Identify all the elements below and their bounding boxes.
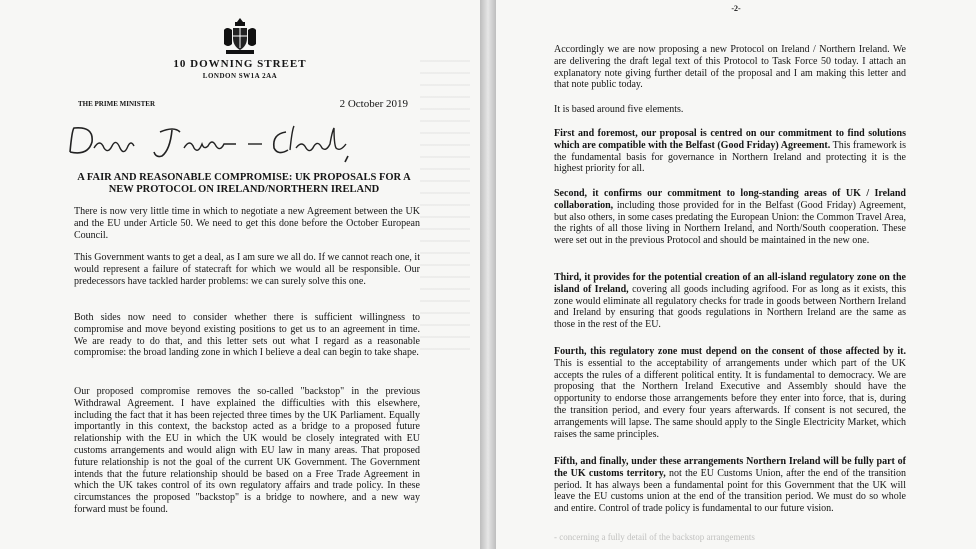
fourth-element-text: This is essential to the acceptability of arrangements under which part of the UK accepts the rules of a different political entity. It is fundamental to democracy. We are proposing that the Northern Ireland Executive and Assembly should have the opportunity to endorse those arrangements before they enter into force, that is, during the transition period, and every four years afterwards. If consent is not secured, the arrangements will lapse. The same should apply to the Single Electricity Market, which raises the same principles. <box>554 357 906 440</box>
show-through-texture <box>420 60 470 360</box>
letter-heading: A FAIR AND REASONABLE COMPROMISE: UK PROPOSALS FOR A NEW PROTOCOL ON IRELAND/NORTHERN IRELAND <box>77 172 411 195</box>
address-line-2: LONDON SW1A 2AA <box>202 72 278 80</box>
paragraph-third-element <box>554 272 906 331</box>
paragraph-five-elements: It is based around five elements. <box>554 104 684 115</box>
paragraph-2: This Government wants to get a deal, as I am sure we all do. If we cannot reach one, it would represent a failure of statecraft for which we would all be responsible. Our predecessors have tackled harder problems: we can surely solve this one. <box>74 252 420 287</box>
paragraph-first-element <box>554 128 906 175</box>
fourth-element-lead: Fourth, this regulatory zone must depend on the consent of those affected by it. <box>554 346 906 357</box>
sender-title: THE PRIME MINISTER <box>78 100 156 108</box>
third-element-lead: Third, it provides for the potential creation of an all-island regulatory zone on the island of Ireland, <box>554 272 906 295</box>
paragraph-3: Both sides now need to consider whether there is sufficient willingness to compromise and move beyond existing positions to get us to an agreement in time. We are ready to do that, and this letter sets out what I regard as a reasonable compromise: the broad landing zone in which I believe a deal can begin to take shape. <box>74 312 420 359</box>
page-number: -2- <box>731 4 741 13</box>
second-element-text: including those provided for in the Belfast (Good Friday) Agreement, but also others, in some cases predating the European Union: the Common Travel Area, the rights of all those living in Northern Ireland, and North/South cooperation. These were set out in the previous Protocol and should be maintained in the new one. <box>554 199 906 247</box>
paragraph-fourth-element <box>554 346 906 440</box>
first-element-lead: First and foremost, our proposal is centred on our commitment to find solutions which are compatible with the Belfast (Good Friday) Agreement. <box>554 128 906 151</box>
address-line-1: 10 DOWNING STREET <box>173 58 307 70</box>
letter-page-1 <box>0 0 480 549</box>
third-element-text: covering all goods including agrifood. For as long as it exists, this zone would eliminate all regulatory checks for trade in goods between Northern Ireland and Ireland by ensuring that goods regulations in Northern Ireland are the same as those in the rest of the EU. <box>554 283 906 331</box>
page-gutter <box>480 0 496 549</box>
fifth-element-lead: Fifth, and finally, under these arrangements Northern Ireland will be fully part of the UK customs territory, <box>554 456 906 479</box>
letter-date: 2 October 2019 <box>339 98 408 110</box>
paragraph-4: Our proposed compromise removes the so-called "backstop" in the previous Withdrawal Agreement. I have explained the difficulties with this elsewhere, including the fact that it has been rejected three times by the UK Parliament. Equally importantly in this context, the backstop acted as a bridge to a proposed future relationship with the EU in which the UK would be closely integrated with EU customs arrangements and would align with EU law in many areas. That proposed future relationship is not the goal of the current UK Government. The Government intends that the future relationship should be based on a Free Trade Agreement in which the UK takes control of its own regulatory affairs and trade policy. In these circumstances the proposed "backstop" is a bridge to nowhere, and a new way forward must be found. <box>74 386 420 515</box>
paragraph-1: There is now very little time in which to negotiate a new Agreement between the UK and the EU under Article 50. We need to get this done before the October European Council. <box>74 206 420 241</box>
paragraph-second-element <box>554 188 906 247</box>
royal-coat-of-arms-icon <box>220 14 260 56</box>
paragraph-protocol: Accordingly we are now proposing a new Protocol on Ireland / Northern Ireland. We are delivering the draft legal text of this Protocol to Task Force 50 today. I attach an explanatory note giving further detail of the proposal and I am making this letter and that note public today. <box>554 44 906 91</box>
first-element-text: This framework is the fundamental basis for governance in Northern Ireland and protecting it is the highest priority for all. <box>554 139 906 175</box>
second-element-lead: Second, it confirms our commitment to long-standing areas of UK / Ireland collaboration, <box>554 188 906 211</box>
letter-page-2 <box>496 0 976 549</box>
faded-bottom-line: - concerning a fully detail of the backstop arrangements <box>554 532 755 542</box>
fifth-element-text: not the EU Customs Union, after the end of the transition period. It has always been a fundamental point for this Government that the UK will leave the EU customs union at the end of the transition period. We must do so whole and entire. Control of trade policy is fundamental to our future vision. <box>554 467 906 515</box>
paragraph-fifth-element <box>554 456 906 515</box>
handwritten-salutation <box>64 118 364 166</box>
